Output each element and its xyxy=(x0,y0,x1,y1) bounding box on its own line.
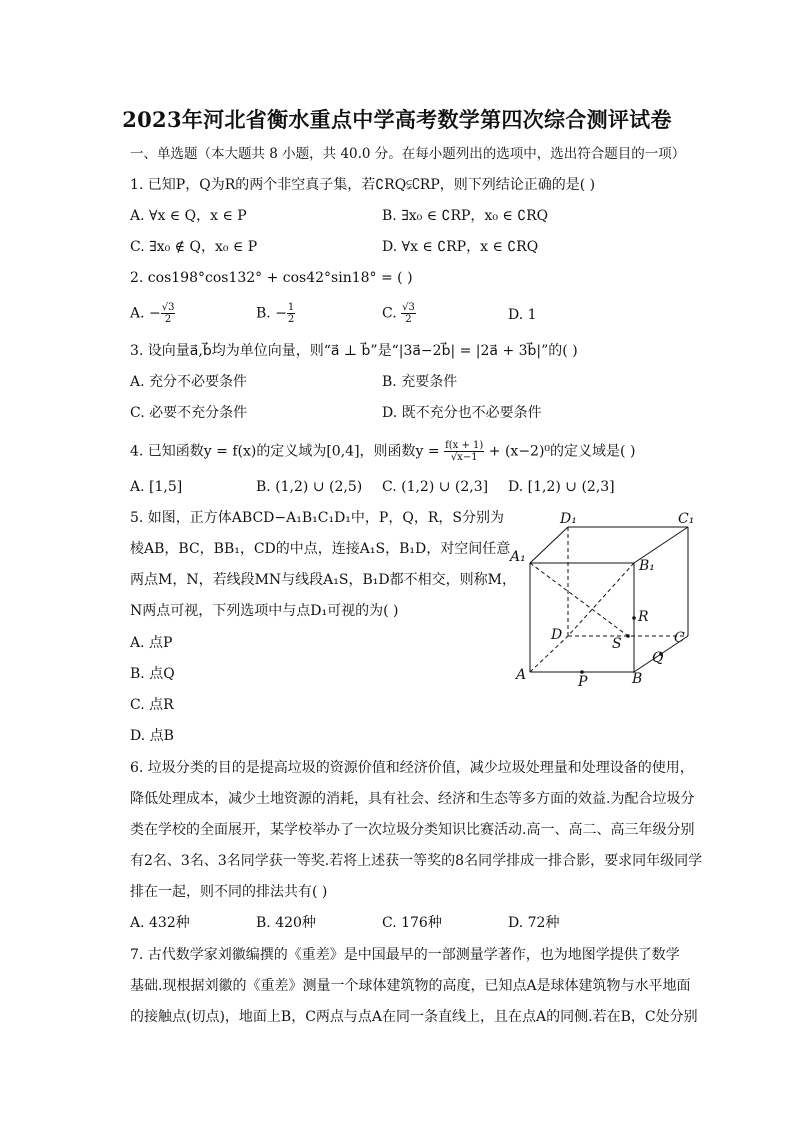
question-6-stem-line5: 排在一起，则不同的排法共有( ) xyxy=(130,884,328,900)
label-a1: A₁ xyxy=(510,549,526,565)
label-d: D xyxy=(551,627,563,643)
label-s: S xyxy=(612,636,622,652)
question-3-option-a[interactable]: A. 充分不必要条件 xyxy=(130,374,248,390)
question-7-stem-line2: 基础.现根据刘徽的《重差》测量一个球体建筑物的高度，已知点A是球体建筑物与水平地面 xyxy=(130,978,691,994)
point-r xyxy=(632,616,636,620)
cube-figure xyxy=(508,508,708,686)
question-5-option-b[interactable]: B. 点Q xyxy=(130,666,175,682)
question-2-option-a[interactable] xyxy=(130,302,175,325)
label-c1: C₁ xyxy=(678,511,695,527)
question-2-option-d[interactable]: D. 1 xyxy=(508,307,537,323)
question-4-option-a[interactable]: A. [1,5] xyxy=(130,479,183,495)
fraction xyxy=(287,302,295,325)
label-b1: B₁ xyxy=(639,558,655,574)
question-6-stem-line1: 6. 垃圾分类的目的是提高垃圾的资源价值和经济价值，减少垃圾处理量和处理设备的使用， xyxy=(130,760,694,776)
label-r: R xyxy=(638,609,649,625)
section-heading: 一、单选题（本大题共 8 小题，共 40.0 分。在每小题列出的选项中，选出符合题目的一项） xyxy=(130,146,686,162)
question-7-stem-line1: 7. 古代数学家刘徽编撰的《重差》是中国最早的一部测量学著作，也为地图学提供了数学 xyxy=(130,947,680,963)
question-3-option-b[interactable]: B. 充要条件 xyxy=(382,374,458,390)
question-2-option-c[interactable] xyxy=(382,302,416,325)
fraction-numerator: √3 xyxy=(161,302,175,313)
question-1-option-a[interactable]: A. ∀x ∈ Q，x ∈ P xyxy=(130,208,247,224)
question-5-option-a[interactable]: A. 点P xyxy=(130,635,173,651)
label-b: B xyxy=(632,671,643,686)
fraction-numerator: 1 xyxy=(287,302,295,313)
fraction-numerator: f(x + 1) xyxy=(445,440,484,451)
fraction-numerator: √3 xyxy=(402,302,415,313)
question-4-stem xyxy=(130,440,635,463)
fraction-denominator: 2 xyxy=(287,314,295,325)
question-2-option-b[interactable] xyxy=(256,302,295,325)
label-q: Q xyxy=(652,650,664,666)
segment-b1-d xyxy=(568,563,634,636)
question-6-stem-line3: 类在学校的全面展开，某学校举办了一次垃圾分类知识比赛活动.高一、高二、高三年级分别 xyxy=(130,822,695,838)
question-5-stem-line1: 5. 如图，正方体ABCD−A₁B₁C₁D₁中，P，Q，R，S分别为 xyxy=(130,510,504,526)
question-4-stem-post: + (x−2)⁰的定义域是( ) xyxy=(484,443,636,460)
option-c-prefix: C. xyxy=(382,305,402,322)
question-1-option-d[interactable]: D. ∀x ∈ ∁RP，x ∈ ∁RQ xyxy=(382,239,539,255)
question-1-option-c[interactable]: C. ∃x₀ ∉ Q，x₀ ∈ P xyxy=(130,239,258,255)
fraction-denominator: 2 xyxy=(405,314,412,325)
option-b-prefix: B. − xyxy=(256,305,287,322)
label-p: P xyxy=(578,674,588,686)
question-3-option-d[interactable]: D. 既不充分也不必要条件 xyxy=(382,405,542,421)
question-5-stem-line4: N两点可视，下列选项中与点D₁可视的为( ) xyxy=(130,603,399,619)
question-3-option-c[interactable]: C. 必要不充分条件 xyxy=(130,405,248,421)
question-6-stem-line4: 有2名、3名、3名同学获一等奖.若将上述获一等奖的8名同学排成一排合影，要求同年级同学 xyxy=(130,853,703,869)
fraction-denominator: 2 xyxy=(164,314,172,325)
point-s xyxy=(626,634,630,638)
question-5-stem-line2: 棱AB，BC，BB₁，CD的中点，连接A₁S，B₁D，对空间任意 xyxy=(130,541,511,557)
fraction-denominator: √x−1 xyxy=(450,452,478,463)
question-4-option-d[interactable]: D. [1,2) ∪ (2,3] xyxy=(508,479,615,495)
question-4-option-c[interactable]: C. (1,2) ∪ (2,3] xyxy=(382,479,489,495)
question-1-option-b[interactable]: B. ∃x₀ ∈ ∁RP，x₀ ∈ ∁RQ xyxy=(382,208,549,224)
fraction xyxy=(161,302,176,325)
question-3-stem: 3. 设向量a⃗,b⃗均为单位向量，则“a⃗ ⊥ b⃗”是“|3a⃗−2b⃗| = |2a⃗ + 3b⃗|”的( ) xyxy=(130,343,578,359)
label-c: C xyxy=(674,630,685,646)
question-4-option-b[interactable]: B. (1,2) ∪ (2,5) xyxy=(256,479,363,495)
question-4-stem-pre: 4. 已知函数y = f(x)的定义域为[0,4]，则函数y = xyxy=(130,443,445,460)
option-a-prefix: A. − xyxy=(130,305,161,322)
question-5-option-c[interactable]: C. 点R xyxy=(130,697,174,713)
question-6-option-c[interactable]: C. 176种 xyxy=(382,915,442,931)
segment-a1-s xyxy=(530,563,628,636)
fraction xyxy=(444,440,484,463)
question-6-option-b[interactable]: B. 420种 xyxy=(256,915,316,931)
edge-a-d-hidden xyxy=(530,636,568,672)
question-6-option-d[interactable]: D. 72种 xyxy=(508,915,560,931)
question-2-stem: 2. cos198°cos132° + cos42°sin18° = ( ) xyxy=(130,270,413,286)
label-a: A xyxy=(516,667,527,683)
question-5-option-d[interactable]: D. 点B xyxy=(130,728,174,744)
label-d1: D₁ xyxy=(560,511,577,527)
fraction xyxy=(401,302,416,325)
question-6-option-a[interactable]: A. 432种 xyxy=(130,915,190,931)
question-5-stem-line3: 两点M，N，若线段MN与线段A₁S，B₁D都不相交，则称M， xyxy=(130,572,516,588)
page-title: 2023年河北省衡水重点中学高考数学第四次综合测评试卷 xyxy=(122,107,672,132)
question-6-stem-line2: 降低处理成本，减少土地资源的消耗，具有社会、经济和生态等多方面的效益.为配合垃圾分 xyxy=(130,791,695,807)
question-7-stem-line3: 的接触点(切点)，地面上B，C两点与点A在同一条直线上，且在点A的同侧.若在B，C处分别 xyxy=(130,1009,698,1025)
edge-a1-d1 xyxy=(530,527,568,563)
question-1-stem: 1. 已知P，Q为R的两个非空真子集，若∁RQ⫋∁RP，则下列结论正确的是( ) xyxy=(130,177,596,193)
